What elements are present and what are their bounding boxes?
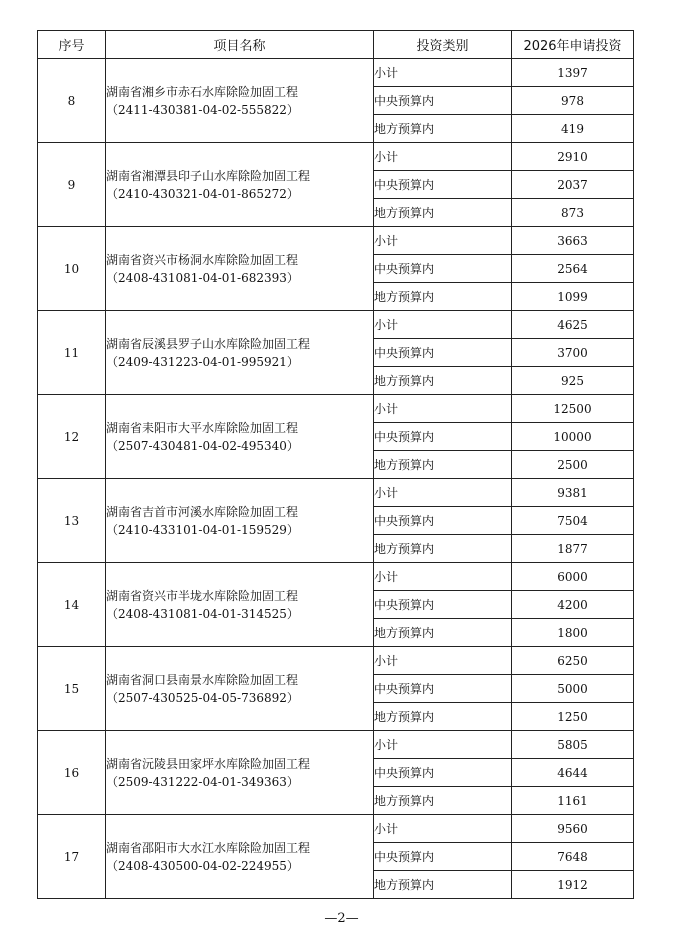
investment-category: 小计 bbox=[374, 563, 512, 591]
investment-amount: 7648 bbox=[512, 843, 634, 871]
investment-amount: 9560 bbox=[512, 815, 634, 843]
investment-category: 地方预算内 bbox=[374, 535, 512, 563]
investment-category: 地方预算内 bbox=[374, 451, 512, 479]
project-name: 湖南省洞口县南景水库除险加固工程 bbox=[106, 672, 299, 687]
project-code: （2507-430481-04-02-495340） bbox=[106, 438, 299, 453]
investment-category: 中央预算内 bbox=[374, 675, 512, 703]
investment-amount: 10000 bbox=[512, 423, 634, 451]
investment-category: 地方预算内 bbox=[374, 283, 512, 311]
project-table bbox=[37, 30, 634, 899]
investment-amount: 9381 bbox=[512, 479, 634, 507]
investment-category: 中央预算内 bbox=[374, 171, 512, 199]
investment-amount: 6000 bbox=[512, 563, 634, 591]
table-row bbox=[38, 563, 634, 591]
investment-amount: 1250 bbox=[512, 703, 634, 731]
investment-category: 中央预算内 bbox=[374, 759, 512, 787]
investment-category: 中央预算内 bbox=[374, 255, 512, 283]
project-name: 湖南省湘潭县印子山水库除险加固工程 bbox=[106, 168, 311, 183]
investment-amount: 7504 bbox=[512, 507, 634, 535]
project-name-cell bbox=[106, 563, 374, 647]
project-code: （2410-433101-04-01-159529） bbox=[106, 522, 299, 537]
investment-amount: 3663 bbox=[512, 227, 634, 255]
project-name-cell bbox=[106, 479, 374, 563]
page-number: —2— bbox=[324, 911, 359, 926]
investment-amount: 1161 bbox=[512, 787, 634, 815]
investment-amount: 978 bbox=[512, 87, 634, 115]
investment-category: 小计 bbox=[374, 143, 512, 171]
table-row bbox=[38, 59, 634, 87]
project-name: 湖南省辰溪县罗子山水库除险加固工程 bbox=[106, 336, 311, 351]
investment-amount: 2500 bbox=[512, 451, 634, 479]
project-code: （2411-430381-04-02-555822） bbox=[106, 102, 299, 117]
investment-amount: 3700 bbox=[512, 339, 634, 367]
table-row bbox=[38, 143, 634, 171]
investment-amount: 2564 bbox=[512, 255, 634, 283]
investment-category: 地方预算内 bbox=[374, 199, 512, 227]
header-name: 项目名称 bbox=[106, 31, 374, 59]
investment-category: 小计 bbox=[374, 731, 512, 759]
investment-category: 小计 bbox=[374, 395, 512, 423]
investment-amount: 873 bbox=[512, 199, 634, 227]
project-name-cell bbox=[106, 311, 374, 395]
investment-amount: 4200 bbox=[512, 591, 634, 619]
table-row bbox=[38, 311, 634, 339]
row-seq: 14 bbox=[38, 563, 106, 647]
investment-category: 地方预算内 bbox=[374, 787, 512, 815]
row-seq: 12 bbox=[38, 395, 106, 479]
project-code: （2408-431081-04-01-314525） bbox=[106, 606, 299, 621]
row-seq: 8 bbox=[38, 59, 106, 143]
investment-amount: 1099 bbox=[512, 283, 634, 311]
investment-category: 地方预算内 bbox=[374, 115, 512, 143]
project-name: 湖南省资兴市半垅水库除险加固工程 bbox=[106, 588, 299, 603]
investment-category: 地方预算内 bbox=[374, 367, 512, 395]
investment-amount: 4644 bbox=[512, 759, 634, 787]
row-seq: 10 bbox=[38, 227, 106, 311]
project-code: （2408-431081-04-01-682393） bbox=[106, 270, 299, 285]
project-name-cell bbox=[106, 647, 374, 731]
header-amount: 2026年申请投资 bbox=[512, 31, 634, 59]
table-row bbox=[38, 479, 634, 507]
project-code: （2409-431223-04-01-995921） bbox=[106, 354, 299, 369]
investment-category: 中央预算内 bbox=[374, 87, 512, 115]
investment-category: 中央预算内 bbox=[374, 843, 512, 871]
header-seq: 序号 bbox=[38, 31, 106, 59]
investment-amount: 4625 bbox=[512, 311, 634, 339]
investment-category: 小计 bbox=[374, 311, 512, 339]
row-seq: 15 bbox=[38, 647, 106, 731]
table-row bbox=[38, 395, 634, 423]
investment-category: 中央预算内 bbox=[374, 591, 512, 619]
investment-amount: 2910 bbox=[512, 143, 634, 171]
row-seq: 16 bbox=[38, 731, 106, 815]
project-code: （2410-430321-04-01-865272） bbox=[106, 186, 299, 201]
project-name-cell bbox=[106, 59, 374, 143]
row-seq: 13 bbox=[38, 479, 106, 563]
project-name: 湖南省邵阳市大水江水库除险加固工程 bbox=[106, 840, 311, 855]
project-code: （2408-430500-04-02-224955） bbox=[106, 858, 299, 873]
investment-category: 中央预算内 bbox=[374, 507, 512, 535]
investment-category: 小计 bbox=[374, 227, 512, 255]
row-seq: 17 bbox=[38, 815, 106, 899]
project-code: （2507-430525-04-05-736892） bbox=[106, 690, 299, 705]
investment-amount: 12500 bbox=[512, 395, 634, 423]
project-name: 湖南省耒阳市大平水库除险加固工程 bbox=[106, 420, 299, 435]
investment-category: 小计 bbox=[374, 479, 512, 507]
table-row bbox=[38, 227, 634, 255]
investment-category: 小计 bbox=[374, 647, 512, 675]
investment-amount: 1877 bbox=[512, 535, 634, 563]
investment-amount: 6250 bbox=[512, 647, 634, 675]
table-row bbox=[38, 731, 634, 759]
project-name: 湖南省沅陵县田家坪水库除险加固工程 bbox=[106, 756, 311, 771]
project-name: 湖南省吉首市河溪水库除险加固工程 bbox=[106, 504, 299, 519]
project-name-cell bbox=[106, 227, 374, 311]
header-category: 投资类别 bbox=[374, 31, 512, 59]
row-seq: 11 bbox=[38, 311, 106, 395]
project-name-cell bbox=[106, 731, 374, 815]
table-row bbox=[38, 815, 634, 843]
project-name-cell bbox=[106, 395, 374, 479]
investment-amount: 1800 bbox=[512, 619, 634, 647]
table-row bbox=[38, 647, 634, 675]
project-name: 湖南省资兴市杨洞水库除险加固工程 bbox=[106, 252, 299, 267]
investment-category: 中央预算内 bbox=[374, 339, 512, 367]
investment-amount: 5805 bbox=[512, 731, 634, 759]
row-seq: 9 bbox=[38, 143, 106, 227]
investment-category: 地方预算内 bbox=[374, 871, 512, 899]
project-name-cell bbox=[106, 143, 374, 227]
table-body bbox=[38, 59, 634, 899]
investment-amount: 1912 bbox=[512, 871, 634, 899]
investment-amount: 419 bbox=[512, 115, 634, 143]
investment-category: 小计 bbox=[374, 59, 512, 87]
project-code: （2509-431222-04-01-349363） bbox=[106, 774, 299, 789]
investment-amount: 1397 bbox=[512, 59, 634, 87]
project-name-cell bbox=[106, 815, 374, 899]
investment-category: 地方预算内 bbox=[374, 619, 512, 647]
investment-amount: 925 bbox=[512, 367, 634, 395]
header-row bbox=[38, 31, 634, 59]
investment-category: 地方预算内 bbox=[374, 703, 512, 731]
investment-category: 中央预算内 bbox=[374, 423, 512, 451]
investment-category: 小计 bbox=[374, 815, 512, 843]
investment-amount: 2037 bbox=[512, 171, 634, 199]
investment-amount: 5000 bbox=[512, 675, 634, 703]
project-name: 湖南省湘乡市赤石水库除险加固工程 bbox=[106, 84, 299, 99]
